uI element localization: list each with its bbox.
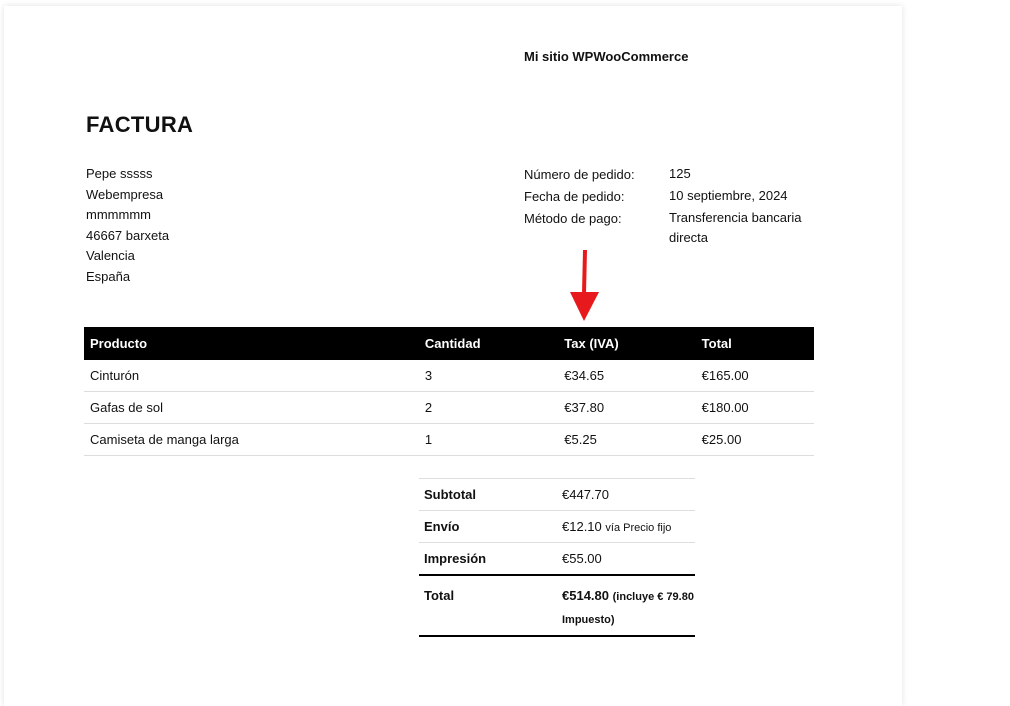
product-tax: €5.25	[558, 424, 695, 456]
address-line: Valencia	[86, 248, 135, 264]
order-number-label: Número de pedido:	[524, 167, 635, 182]
address-line: mmmmmm	[86, 207, 151, 223]
product-quantity: 3	[419, 360, 558, 392]
product-tax: €37.80	[558, 392, 695, 424]
header-tax: Tax (IVA)	[558, 327, 695, 360]
billing-address	[86, 164, 169, 288]
address-line: 46667 barxeta	[86, 227, 170, 243]
product-name: Camiseta de manga larga	[84, 424, 419, 456]
product-quantity: 2	[419, 392, 558, 424]
subtotal-value: €447.70	[557, 479, 695, 511]
order-info	[520, 164, 809, 249]
header-quantity: Cantidad	[419, 327, 558, 360]
total-amount: €514.80	[562, 588, 609, 603]
total-label: Total	[419, 575, 557, 636]
address-line: Webempresa	[86, 186, 164, 202]
document-title: FACTURA	[86, 112, 194, 137]
address-line: España	[86, 268, 131, 284]
payment-method-row	[520, 208, 809, 249]
shipping-label: Envío	[419, 511, 557, 543]
address-line: Pepe sssss	[86, 166, 153, 181]
shipping-row	[419, 511, 695, 543]
total-value	[557, 575, 695, 636]
order-date: 10 septiembre, 2024	[669, 188, 788, 203]
product-quantity: 1	[419, 424, 558, 456]
products-header-row	[84, 327, 814, 360]
subtotal-label: Subtotal	[419, 479, 557, 511]
order-number: 125	[669, 166, 691, 181]
product-tax: €34.65	[558, 360, 695, 392]
product-total: €180.00	[696, 392, 814, 424]
payment-method-label: Método de pago:	[524, 211, 622, 226]
header-total: Total	[696, 327, 814, 360]
order-date-label: Fecha de pedido:	[524, 189, 625, 204]
print-label: Impresión	[419, 543, 557, 576]
total-row	[419, 575, 695, 636]
print-row	[419, 543, 695, 576]
product-total: €165.00	[696, 360, 814, 392]
shipping-value	[557, 511, 695, 543]
shop-name: Mi sitio WPWooCommerce	[524, 49, 689, 64]
product-total: €25.00	[696, 424, 814, 456]
order-number-row	[520, 164, 809, 186]
subtotal-row	[419, 479, 695, 511]
payment-method: Transferencia bancaria directa	[669, 210, 802, 245]
product-name: Gafas de sol	[84, 392, 419, 424]
header-product: Producto	[84, 327, 419, 360]
shipping-method: vía Precio fijo	[605, 522, 672, 534]
print-value: €55.00	[557, 543, 695, 576]
red-down-arrow-icon	[566, 250, 606, 322]
products-table	[84, 327, 814, 456]
product-name: Cinturón	[84, 360, 419, 392]
total-tax-note: (incluye € 79.80 Impuesto)	[562, 591, 694, 626]
table-row	[84, 392, 814, 424]
table-row	[84, 424, 814, 456]
totals-table	[419, 478, 695, 637]
shipping-amount: €12.10	[562, 519, 602, 534]
table-row	[84, 360, 814, 392]
order-date-row	[520, 186, 809, 208]
